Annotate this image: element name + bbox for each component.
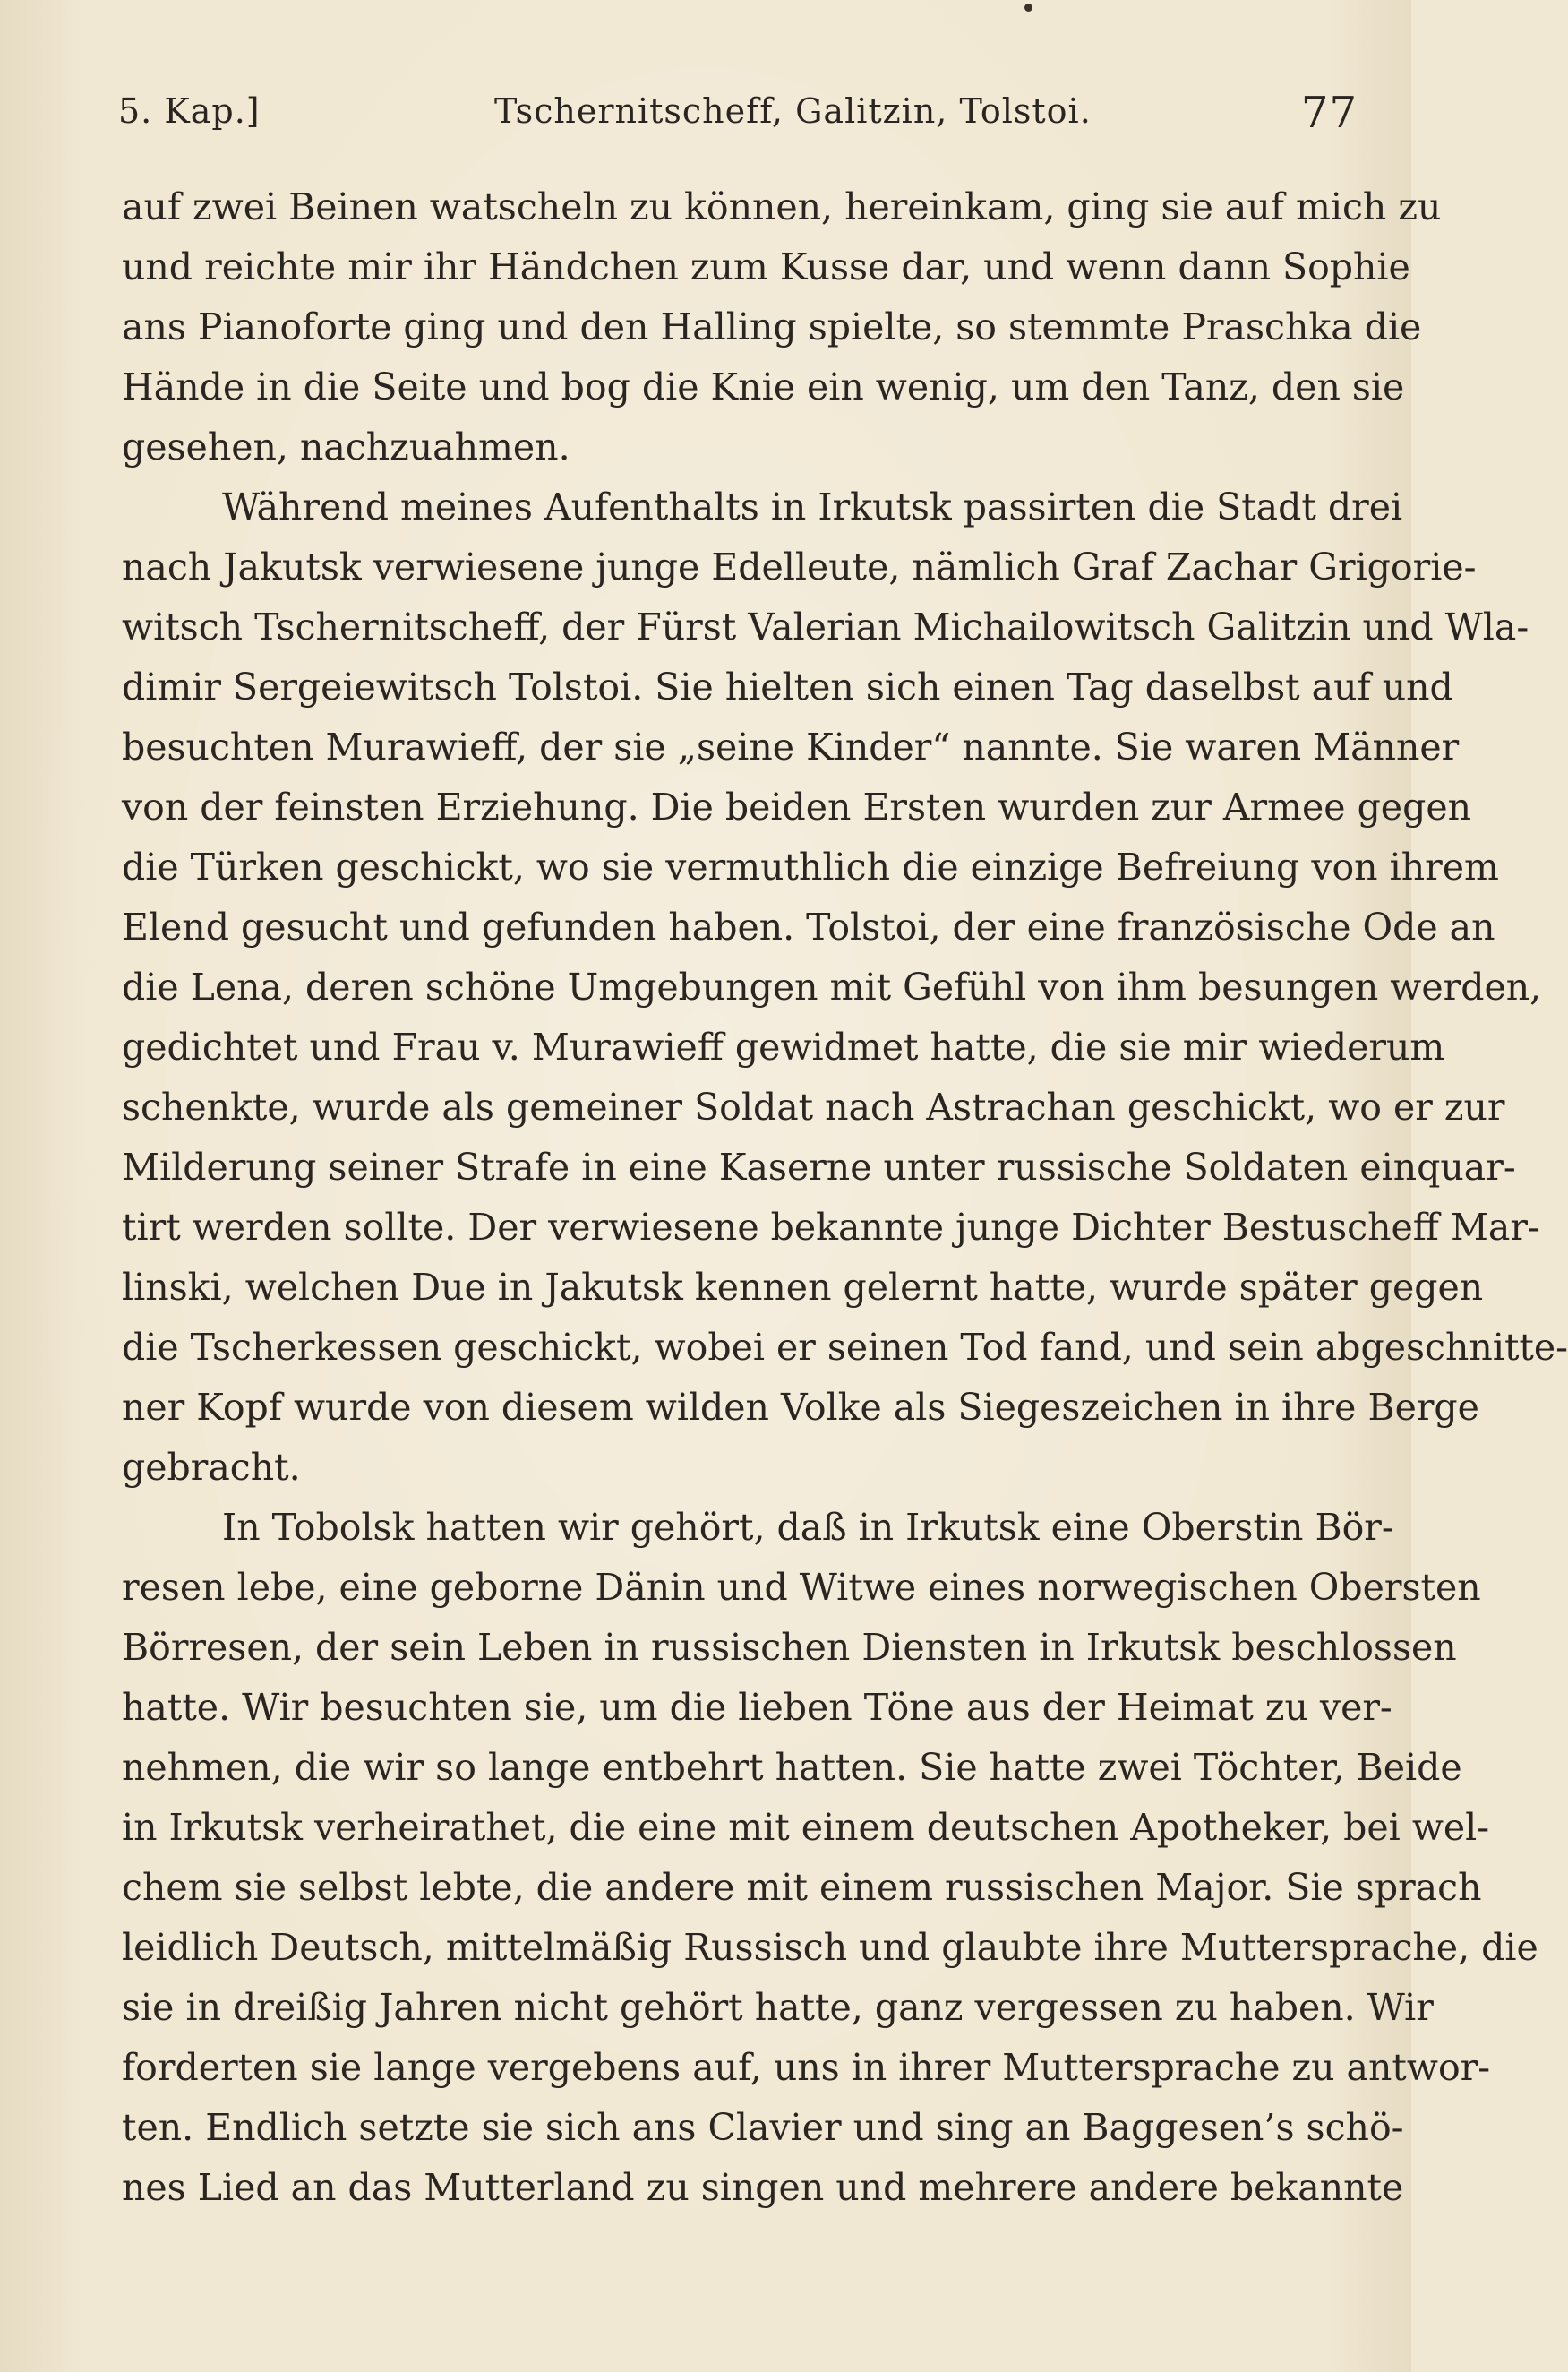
text-line: Elend gesucht und gefunden haben. Tolstoi, der eine französische Ode an xyxy=(122,906,1495,949)
text-line: auf zwei Beinen watscheln zu können, hereinkam, ging sie auf mich zu xyxy=(122,185,1442,228)
text-line: forderten sie lange vergebens auf, uns in ihrer Muttersprache zu antwor- xyxy=(122,2046,1491,2089)
text-line: tirt werden sollte. Der verwiesene bekannte junge Dichter Bestuscheff Mar- xyxy=(122,1206,1540,1249)
body-text xyxy=(122,177,1568,2218)
text-line: die Türken geschickt, wo sie vermuthlich die einzige Befreiung von ihrem xyxy=(122,846,1499,889)
text-line: ner Kopf wurde von diesem wilden Volke als Siegeszeichen in ihre Berge xyxy=(122,1386,1479,1429)
text-line: chem sie selbst lebte, die andere mit einem russischen Major. Sie sprach xyxy=(122,1866,1482,1909)
text-line: ten. Endlich setzte sie sich ans Clavier und sing an Baggesen’s schö- xyxy=(122,2106,1404,2149)
text-line: linski, welchen Due in Jakutsk kennen gelernt hatte, wurde später gegen xyxy=(122,1266,1484,1309)
text-line: die Tscherkessen geschickt, wobei er seinen Tod fand, und sein abgeschnitte- xyxy=(122,1326,1568,1369)
text-line: Milderung seiner Strafe in eine Kaserne unter russische Soldaten einquar- xyxy=(122,1146,1516,1189)
text-line: witsch Tschernitscheff, der Fürst Valerian Michailowitsch Galitzin und Wla- xyxy=(122,606,1529,649)
text-line: die Lena, deren schöne Umgebungen mit Gefühl von ihm besungen werden, xyxy=(122,966,1542,1009)
text-line: In Tobolsk hatten wir gehört, daß in Irkutsk eine Oberstin Bör- xyxy=(222,1506,1394,1549)
text-line: besuchten Murawieff, der sie „seine Kinder“ nannte. Sie waren Männer xyxy=(122,726,1460,769)
text-line: ans Pianoforte ging und den Halling spielte, so stemmte Praschka die xyxy=(122,305,1422,348)
text-line: gesehen, nachzuahmen. xyxy=(122,425,570,468)
text-line: sie in dreißig Jahren nicht gehört hatte, ganz vergessen zu haben. Wir xyxy=(122,1986,1434,2029)
text-line: gedichtet und Frau v. Murawieff gewidmet hatte, die sie mir wiederum xyxy=(122,1026,1445,1069)
paragraph xyxy=(122,477,1568,1498)
text-line: nehmen, die wir so lange entbehrt hatten. Sie hatte zwei Töchter, Beide xyxy=(122,1746,1462,1789)
header-title: Tschernitscheff, Galitzin, Tolstoi. xyxy=(494,91,1092,131)
text-line: nach Jakutsk verwiesene junge Edelleute, nämlich Graf Zachar Grigorie- xyxy=(122,546,1477,589)
text-line: hatte. Wir besuchten sie, um die lieben Töne aus der Heimat zu ver- xyxy=(122,1686,1392,1729)
text-line: nes Lied an das Mutterland zu singen und mehrere andere bekannte xyxy=(122,2166,1404,2209)
text-line: leidlich Deutsch, mittelmäßig Russisch und glaubte ihre Muttersprache, die xyxy=(122,1926,1538,1969)
chapter-label: 5. Kap.] xyxy=(118,91,261,131)
text-line: dimir Sergeiewitsch Tolstoi. Sie hielten sich einen Tag daselbst auf und xyxy=(122,666,1453,709)
text-line: in Irkutsk verheirathet, die eine mit einem deutschen Apotheker, bei wel- xyxy=(122,1806,1490,1849)
running-header xyxy=(118,88,1358,150)
page-number: 77 xyxy=(1300,88,1358,138)
text-line: Hände in die Seite und bog die Knie ein wenig, um den Tanz, den sie xyxy=(122,365,1405,408)
ink-speck xyxy=(1024,4,1032,12)
paragraph xyxy=(122,1498,1538,2218)
text-line: gebracht. xyxy=(122,1446,301,1489)
text-line: und reichte mir ihr Händchen zum Kusse dar, und wenn dann Sophie xyxy=(122,245,1410,288)
text-line: resen lebe, eine geborne Dänin und Witwe eines norwegischen Obersten xyxy=(122,1566,1481,1609)
text-line: von der feinsten Erziehung. Die beiden Ersten wurden zur Armee gegen xyxy=(122,786,1471,829)
text-line: Börresen, der sein Leben in russischen Diensten in Irkutsk beschlossen xyxy=(122,1626,1457,1669)
text-line: Während meines Aufenthalts in Irkutsk passirten die Stadt drei xyxy=(222,486,1403,529)
paragraph xyxy=(122,177,1442,477)
text-line: schenkte, wurde als gemeiner Soldat nach Astrachan geschickt, wo er zur xyxy=(122,1086,1505,1129)
